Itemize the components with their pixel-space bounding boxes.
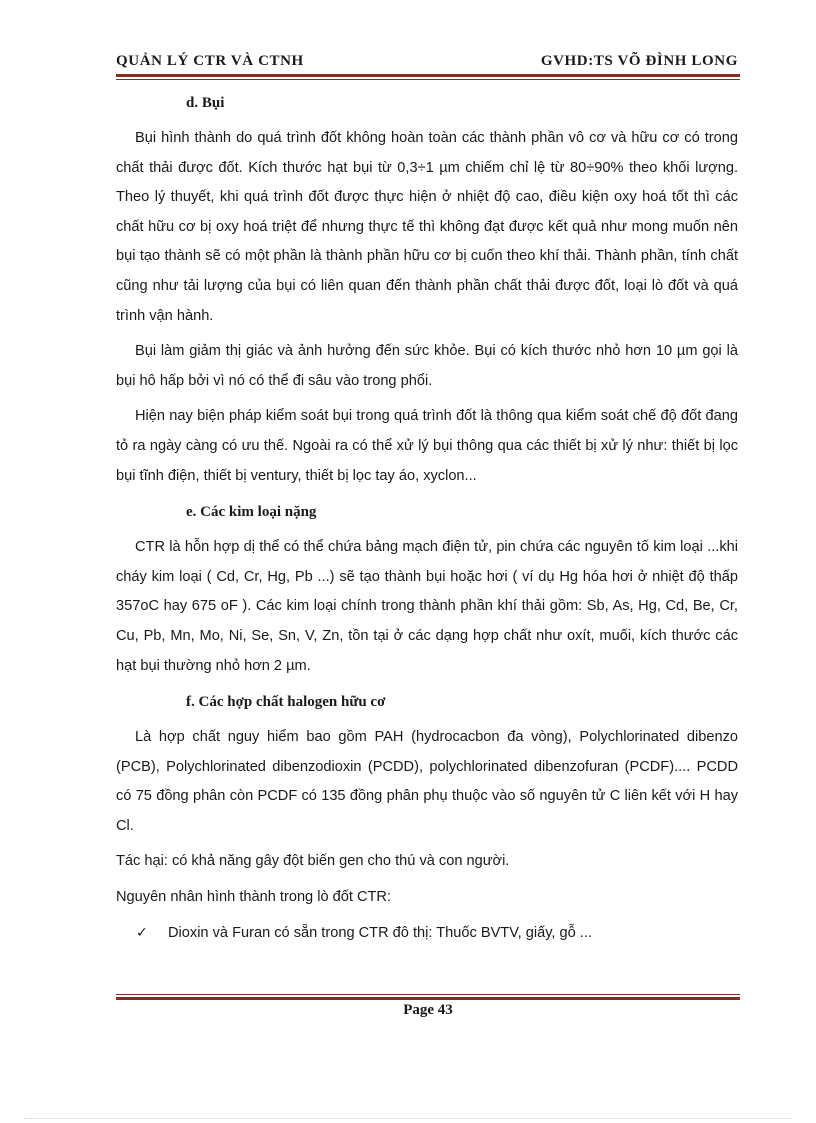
halogen-harm-text: Tác hại: có khả năng gây đột biến gen cho thú và con người. xyxy=(116,853,510,870)
dust-paragraph-1: Bụi hình thành do quá trình đốt không hoàn toàn các thành phần vô cơ và hữu cơ có trong chất thải được đốt. Kích thước hạt bụi từ 0,3÷1 µm chiếm chỉ lệ từ 80÷90% theo khối lượng. Theo lý thuyết, khi quá trình đốt được thực hiện ở nhiệt độ cao, điều kiện oxy hoá tốt thì các chất hữu cơ bị oxy hoá triệt để nhưng thực tế thì không đạt được kết quả như mong muốn nên bụi tạo thành sẽ có một phần là thành phần hữu cơ bị cuốn theo khí thải. Thành phần, tính chất cũng như tải lượng của bụi có liên quan đến thành phần chất thải được đốt, loại lò đốt và quá trình vận hành. xyxy=(116,130,738,324)
page-bottom-edge xyxy=(24,1118,792,1119)
document-body xyxy=(116,88,738,948)
bullet-item xyxy=(116,919,738,949)
dust-paragraph-3: Hiện nay biện pháp kiểm soát bụi trong quá trình đốt là thông qua kiểm soát chế độ đốt đang tỏ ra ngày càng có ưu thế. Ngoài ra có thể xử lý bụi thông qua các thiết bị xử lý như: thiết bị lọc bụi tĩnh điện, thiết bị ventury, thiết bị lọc tay áo, xyclon... xyxy=(116,408,738,484)
footer-rule xyxy=(116,994,740,995)
dust-paragraph-2: Bụi làm giảm thị giác và ảnh hưởng đến sức khỏe. Bụi có kích thước nhỏ hơn 10 µm gọi là bụi hô hấp bởi vì nó có thể đi sâu vào trong phổi. xyxy=(116,343,738,389)
checkmark-icon: ✓ xyxy=(136,924,148,941)
header-rule xyxy=(116,74,740,77)
page-header xyxy=(116,48,738,70)
halogen-paragraph-1: Là hợp chất nguy hiểm bao gồm PAH (hydrocacbon đa vòng), Polychlorinated dibenzo (PCB), Polychlorinated dibenzodioxin (PCDD), polychlorinated dibenzofuran (PCDF).... PCDD có 75 đồng phân còn PCDF có 135 đồng phân phụ thuộc vào số nguyên tử C liên kết với H hay Cl. xyxy=(116,729,738,834)
bullet-item-text: Dioxin và Furan có sẵn trong CTR đô thị: Thuốc BVTV, giấy, gỗ ... xyxy=(168,924,592,941)
section-heading-dust: d. Bụi xyxy=(186,95,225,111)
header-instructor: GVHD:TS VÕ ĐÌNH LONG xyxy=(540,53,738,69)
section-heading-heavy-metals: e. Các kim loại nặng xyxy=(186,504,317,521)
section-heading-halogen: f. Các hợp chất halogen hữu cơ xyxy=(186,694,386,711)
halogen-cause-intro: Nguyên nhân hình thành trong lò đốt CTR: xyxy=(116,889,392,906)
header-course-title: QUẢN LÝ CTR VÀ CTNH xyxy=(116,53,304,69)
heavy-metals-paragraph-1: CTR là hỗn hợp dị thể có thể chứa bảng mạch điện tử, pin chứa các nguyên tố kim loại ...khi cháy kim loại ( Cd, Cr, Hg, Pb ...) sẽ tạo thành bụi hoặc hơi ( ví dụ Hg hóa hơi ở nhiệt độ thấp 357oC hay 675 oF ). Các kim loại chính trong thành phần khí thải gồm: Sb, As, Hg, Cd, Be, Cr, Cu, Pb, Mn, Mo, Ni, Se, Sn, V, Zn, tồn tại ở các dạng hợp chất như oxít, muối, kích thước các hạt bụi thường nhỏ hơn 2 µm. xyxy=(116,539,738,674)
page-number: Page 43 xyxy=(403,1002,453,1018)
